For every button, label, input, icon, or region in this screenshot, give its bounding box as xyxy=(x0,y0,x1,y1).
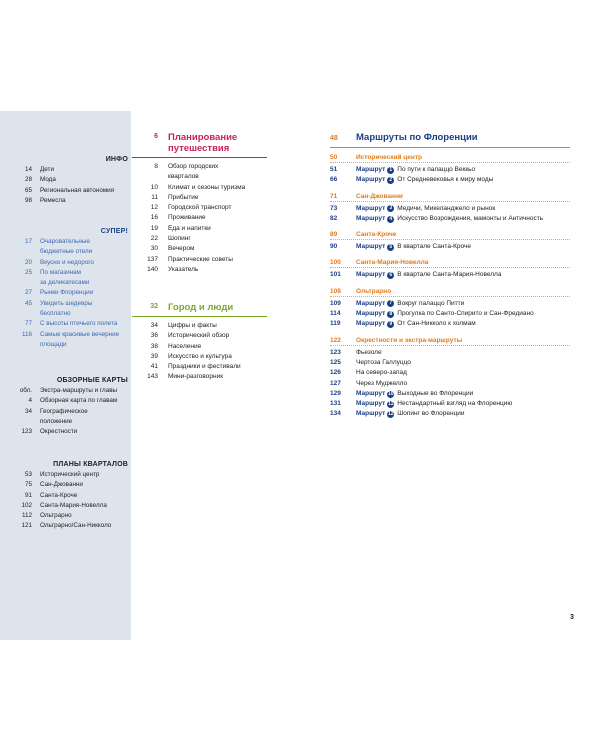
sidebar-entry-continued: положение xyxy=(40,417,73,425)
route-page: 66 xyxy=(330,176,338,184)
sidebar-page-number: 20 xyxy=(24,258,32,266)
route-page: 82 xyxy=(330,214,338,222)
route-group xyxy=(330,259,570,280)
route-group-title: Санта-Мария-Новелла xyxy=(356,259,429,267)
route-number-badge: 5 xyxy=(387,244,394,251)
toc-page-number: 137 xyxy=(147,255,158,263)
route-row xyxy=(330,409,570,419)
toc-page-number: 140 xyxy=(147,265,158,273)
sidebar-page-number: 123 xyxy=(21,428,32,436)
toc-entry: Городской транспорт xyxy=(168,204,232,212)
route-label: Маршрут xyxy=(356,166,386,173)
routes-page-number: 48 xyxy=(330,134,338,142)
city-title: Город и люди xyxy=(168,302,234,313)
toc-entry: Шопинг xyxy=(168,235,191,243)
excursion-row xyxy=(330,348,570,358)
planning-title-line1: Планирование xyxy=(168,132,238,143)
route-row xyxy=(330,214,570,224)
route-title: Выходные во Флоренции xyxy=(397,389,474,397)
route-title: Искусство Возрождения, мамонты и Античность xyxy=(397,214,544,222)
route-page: 51 xyxy=(330,166,338,173)
toc-entry: Исторический обзор xyxy=(168,332,230,340)
toc-page-number: 36 xyxy=(150,332,158,340)
sidebar-page-number: 102 xyxy=(21,501,32,509)
excursion-title: Чертоза Галлуццо xyxy=(356,358,411,366)
route-group-page: 122 xyxy=(330,336,341,344)
excursion-page: 126 xyxy=(330,369,341,377)
route-title: В квартале Санта-Кроче xyxy=(397,243,471,251)
planning-page-number: 6 xyxy=(154,133,158,140)
sidebar-page-number: 77 xyxy=(24,320,32,328)
sidebar-entry: Географическое xyxy=(40,407,88,415)
toc-page-number: 41 xyxy=(150,363,158,371)
route-label: Маршрут xyxy=(356,310,386,318)
routes-title: Маршруты по Флоренции xyxy=(356,132,478,143)
sidebar-entry: Увидеть шедевры xyxy=(40,299,93,307)
route-label: Маршрут xyxy=(356,176,386,184)
sidebar-maps-section xyxy=(0,377,128,437)
route-group-page: 100 xyxy=(330,259,341,267)
toc-entry: Указатель xyxy=(168,265,199,273)
route-number-badge: 6 xyxy=(387,272,394,279)
city-page-number: 32 xyxy=(150,303,158,310)
toc-page-number: 8 xyxy=(154,163,158,170)
toc-entry: Вечером xyxy=(168,245,195,253)
sidebar-page-number: 28 xyxy=(24,176,32,184)
toc-page-number: 16 xyxy=(150,214,158,222)
planning-header xyxy=(132,132,267,157)
sidebar-page-number: 112 xyxy=(21,512,32,520)
route-label: Маршрут xyxy=(356,204,386,212)
route-label: Маршрут xyxy=(356,299,386,307)
route-group-title: Исторический центр xyxy=(356,154,422,161)
route-row xyxy=(330,319,570,329)
sidebar-page-number: 17 xyxy=(24,238,32,245)
sidebar-entry: Сан-Джованни xyxy=(40,481,83,489)
route-page: 129 xyxy=(330,389,341,397)
route-page: 109 xyxy=(330,299,341,307)
route-title: Медичи, Микеланджело и рынок xyxy=(397,204,496,212)
sidebar-entry-continued: бюджетные отели xyxy=(40,248,93,256)
route-group-extra xyxy=(330,337,570,420)
planning-divider xyxy=(132,157,267,158)
toc-page-number: 12 xyxy=(150,204,158,212)
sidebar-page-number: 65 xyxy=(24,186,32,194)
sidebar-page-number: 91 xyxy=(24,491,32,499)
route-title: От Средневековья к миру моды xyxy=(397,176,494,184)
toc-entry: Мини-разговорник xyxy=(168,373,224,381)
toc-page-number: 34 xyxy=(150,322,158,329)
route-row xyxy=(330,175,570,185)
route-label: Маршрут xyxy=(356,389,386,397)
sidebar-page-number: 53 xyxy=(24,471,32,478)
route-page: 134 xyxy=(330,410,341,418)
sidebar-entry: Обзорная карта по главам xyxy=(40,397,118,405)
sidebar-page-number: 14 xyxy=(24,166,32,173)
toc-entry: Еда и напитки xyxy=(168,224,211,232)
page-number: 3 xyxy=(570,614,574,621)
route-row xyxy=(330,299,570,309)
route-page: 90 xyxy=(330,243,338,251)
toc-page-number: 39 xyxy=(150,352,158,360)
toc-page-number: 30 xyxy=(150,245,158,253)
toc-page-number: 10 xyxy=(150,183,158,191)
excursion-title: Фьезоле xyxy=(356,348,382,356)
route-page: 101 xyxy=(330,271,341,279)
route-title: Прогулка по Санто-Спирито и Сан-Фредиано xyxy=(397,310,534,318)
sidebar-entry: Мода xyxy=(40,176,56,184)
routes-divider xyxy=(330,147,570,148)
sidebar-entry: Вкусно и недорого xyxy=(40,258,94,266)
excursion-page: 123 xyxy=(330,348,341,356)
sidebar-entry-continued: бесплатно xyxy=(40,310,71,318)
sidebar-page-number: обл. xyxy=(19,387,32,394)
sidebar-entry: Санта-Мария-Новелла xyxy=(40,501,107,509)
sidebar-page-number: 4 xyxy=(28,397,32,405)
route-title: Нестандартный взгляд на Флоренцию xyxy=(397,400,513,408)
route-number-badge: 8 xyxy=(387,311,394,318)
toc-entry: Искусство и культура xyxy=(168,352,232,360)
sidebar-entry: Региональная автономия xyxy=(40,186,115,194)
sidebar-entry: Ольтрарно xyxy=(40,512,72,520)
sidebar-info-heading: ИНФО xyxy=(105,156,128,163)
route-page: 73 xyxy=(330,204,338,212)
route-label: Маршрут xyxy=(356,320,386,328)
excursion-page: 127 xyxy=(330,379,341,387)
city-section xyxy=(132,302,267,383)
route-number-badge: 2 xyxy=(387,177,394,184)
sidebar-page-number: 25 xyxy=(24,268,32,276)
toc-page-number: 22 xyxy=(150,235,158,243)
route-group-page: 50 xyxy=(330,154,338,161)
route-group-page: 89 xyxy=(330,231,338,239)
route-label: Маршрут xyxy=(356,410,386,418)
route-number-badge: 1 xyxy=(387,167,394,174)
route-title: По пути к палаццо Веккьо xyxy=(397,166,476,173)
sidebar-plans-heading: ПЛАНЫ КВАРТАЛОВ xyxy=(53,461,128,468)
sidebar-entry: Рынки Флоренции xyxy=(40,289,94,297)
route-page: 114 xyxy=(330,310,341,318)
sidebar-entry-continued: площади xyxy=(40,340,67,348)
toc-entry: Практические советы xyxy=(168,255,233,263)
excursion-row xyxy=(330,368,570,378)
toc-page-number: 19 xyxy=(150,224,158,232)
route-group xyxy=(330,231,570,252)
route-page: 131 xyxy=(330,400,341,408)
sidebar-super-heading: СУПЕР! xyxy=(100,228,128,235)
route-number-badge: 3 xyxy=(387,205,394,212)
sidebar-entry: Ремесла xyxy=(40,196,66,204)
sidebar-page-number: 98 xyxy=(24,196,32,204)
sidebar-super-section xyxy=(0,228,128,350)
route-group-title: Санта-Кроче xyxy=(356,231,397,239)
toc-page-number: 11 xyxy=(151,193,158,201)
route-row xyxy=(330,204,570,214)
toc-entry: Обзор городских xyxy=(168,163,219,170)
route-group-title: Окрестности и экстра-маршруты xyxy=(356,336,463,344)
route-title: Вокруг палаццо Питти xyxy=(397,299,465,307)
route-label: Маршрут xyxy=(356,214,386,222)
sidebar-entry: Дети xyxy=(40,166,54,173)
toc-entry: Праздники и фестивали xyxy=(168,363,241,371)
sidebar-plans-section xyxy=(0,461,128,532)
sidebar-page-number: 34 xyxy=(24,407,32,415)
route-page: 119 xyxy=(330,320,341,328)
sidebar-maps-heading: ОБЗОРНЫЕ КАРТЫ xyxy=(56,377,128,384)
route-group-page: 71 xyxy=(330,192,338,200)
route-row xyxy=(330,270,570,280)
sidebar-entry: С высоты птичьего полета xyxy=(40,320,118,328)
route-number-badge: 12 xyxy=(387,411,394,418)
route-row xyxy=(330,389,570,399)
excursion-page: 125 xyxy=(330,358,341,366)
route-row xyxy=(330,309,570,319)
sidebar-page-number: 45 xyxy=(24,299,32,307)
route-group-title: Ольтрарно xyxy=(356,287,392,295)
city-divider xyxy=(132,316,267,317)
toc-entry: Проживание xyxy=(168,214,206,222)
toc-entry: Климат и сезоны туризма xyxy=(168,183,246,191)
sidebar-entry: Очаровательные xyxy=(40,238,90,245)
excursion-title: На северо-запад xyxy=(356,369,407,377)
route-title: В квартале Санта-Мария-Новелла xyxy=(397,271,502,279)
sidebar-entry: Ольтрарно/Сан-Никколо xyxy=(40,522,112,530)
route-title: От Сан-Никколо к холмам xyxy=(397,320,476,328)
sidebar-entry: Санта-Кроче xyxy=(40,491,78,499)
toc-entry-continued: кварталов xyxy=(168,173,199,181)
sidebar-page-number: 121 xyxy=(21,522,32,530)
sidebar-entry: Самые красивые вечерние xyxy=(40,330,120,338)
excursion-row xyxy=(330,379,570,389)
route-number-badge: 11 xyxy=(388,400,394,407)
routes-header xyxy=(330,132,570,147)
planning-section xyxy=(132,132,267,275)
route-number-badge: 4 xyxy=(387,216,394,223)
route-number-badge: 7 xyxy=(387,300,394,307)
route-number-badge: 10 xyxy=(387,390,394,397)
sidebar-info-section xyxy=(0,156,128,206)
route-label: Маршрут xyxy=(356,400,386,408)
sidebar-entry: Окрестности xyxy=(40,428,78,436)
toc-entry: Цифры и факты xyxy=(168,322,217,329)
route-row xyxy=(330,165,570,175)
sidebar-entry: Исторический центр xyxy=(40,471,100,478)
excursion-title: Через Муджелло xyxy=(356,379,408,387)
sidebar-page-number: 116 xyxy=(21,330,32,338)
city-header xyxy=(132,302,267,316)
toc-page-number: 38 xyxy=(150,342,158,350)
toc-entry: Прибытие xyxy=(168,193,199,201)
route-group xyxy=(330,288,570,330)
sidebar-entry: Экстра-маршруты и главы xyxy=(40,387,118,394)
planning-title-line2: путешествия xyxy=(168,143,230,154)
routes-section xyxy=(330,132,570,427)
sidebar-page-number: 75 xyxy=(24,481,32,489)
route-group-page: 108 xyxy=(330,287,341,295)
route-group xyxy=(330,193,570,225)
toc-entry: Население xyxy=(168,342,202,350)
route-number-badge: 9 xyxy=(387,321,394,328)
sidebar-entry-continued: за деликатесами xyxy=(40,279,90,287)
route-group-title: Сан-Джованни xyxy=(356,192,403,200)
sidebar-entry: По магазинам xyxy=(40,268,81,276)
route-row xyxy=(330,242,570,252)
route-label: Маршрут xyxy=(356,271,386,279)
excursion-row xyxy=(330,358,570,368)
toc-page-number: 143 xyxy=(147,373,158,381)
route-title: Шопинг во Флоренции xyxy=(397,410,465,418)
route-row xyxy=(330,399,570,409)
sidebar-page-number: 27 xyxy=(24,289,32,297)
route-group xyxy=(330,154,570,186)
route-label: Маршрут xyxy=(356,243,386,251)
